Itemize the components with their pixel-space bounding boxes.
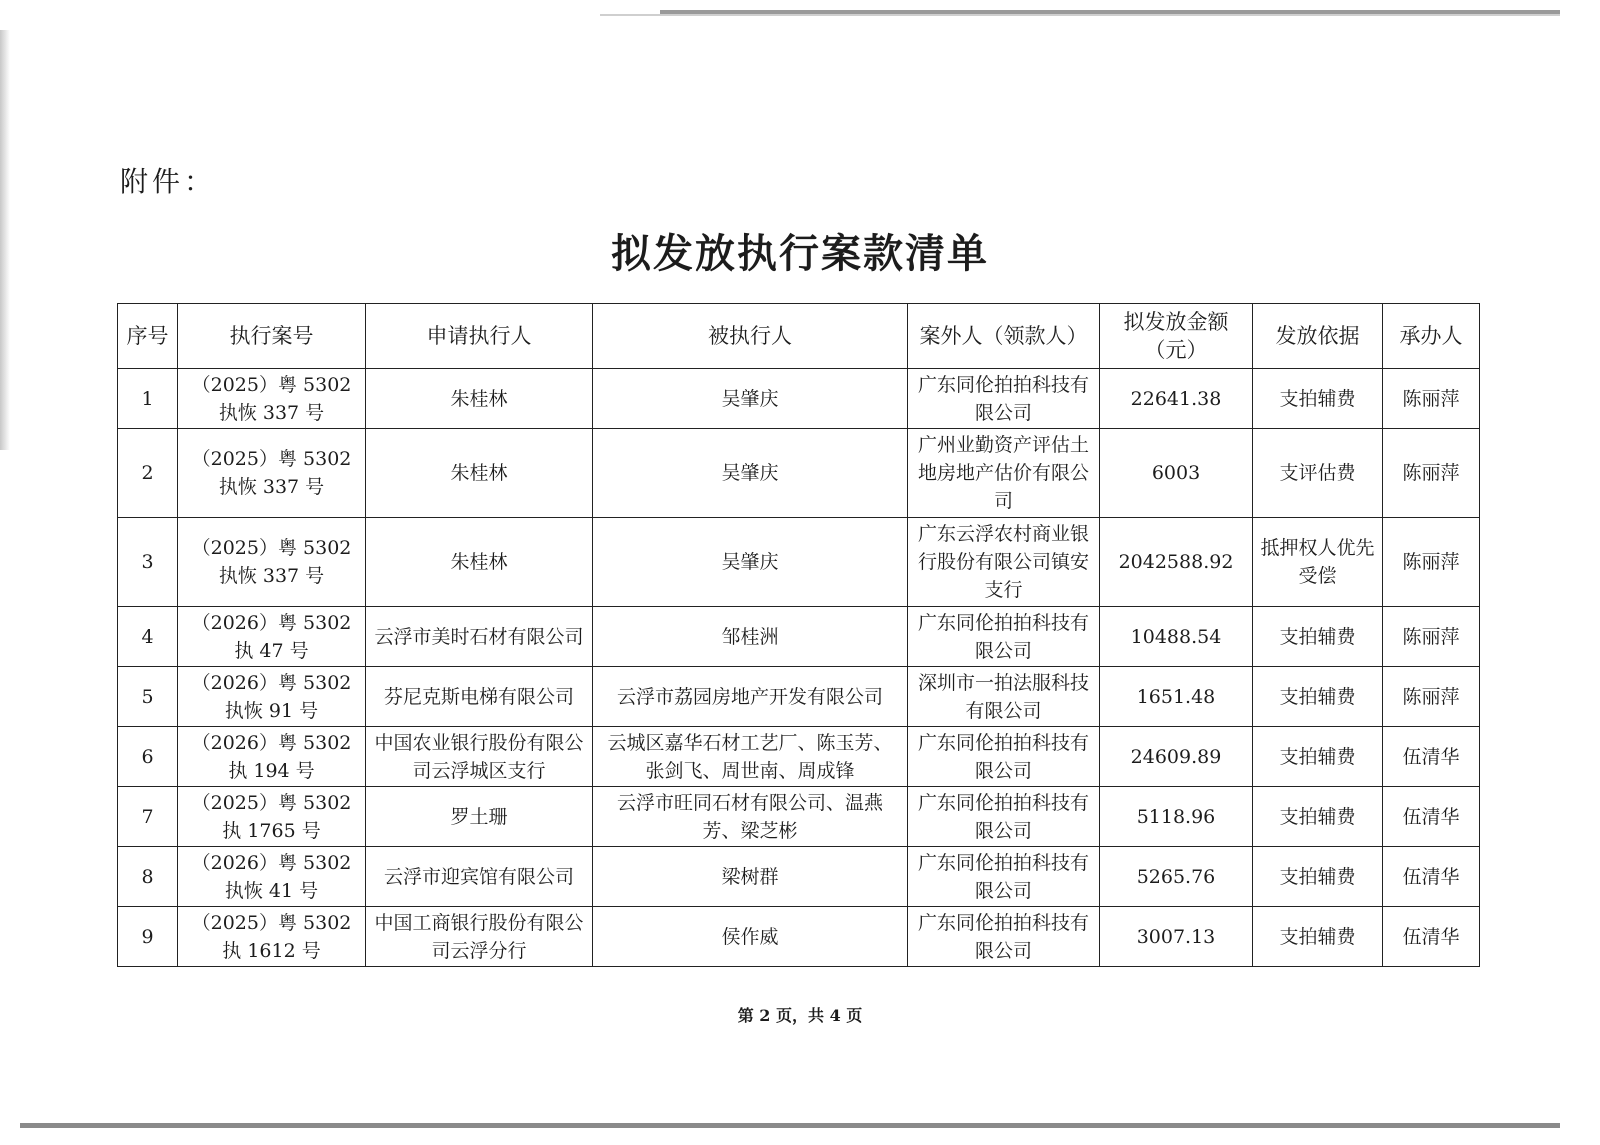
cell-applicant: 朱桂林 <box>366 429 593 518</box>
cell-case-number: （2025）粤 5302 执 1765 号 <box>178 787 366 847</box>
cell-respondent: 吴肇庆 <box>593 369 908 429</box>
cell-respondent: 云城区嘉华石材工艺厂、陈玉芳、张剑飞、周世南、周成锋 <box>593 727 908 787</box>
cell-index: 5 <box>118 667 178 727</box>
table-row <box>118 429 1480 518</box>
cell-applicant: 中国工商银行股份有限公司云浮分行 <box>366 907 593 967</box>
cell-index: 1 <box>118 369 178 429</box>
attachment-label: 附件： <box>120 165 217 198</box>
table-row <box>118 847 1480 907</box>
table-row <box>118 667 1480 727</box>
header-payee: 案外人（领款人） <box>908 304 1100 369</box>
cell-respondent: 吴肇庆 <box>593 429 908 518</box>
scan-artifact-top <box>660 10 1560 14</box>
document-title: 拟发放执行案款清单 <box>611 230 989 277</box>
cell-amount: 2042588.92 <box>1100 518 1253 607</box>
cell-amount: 5118.96 <box>1100 787 1253 847</box>
cell-basis: 支拍辅费 <box>1253 727 1383 787</box>
cell-case-number: （2025）粤 5302 执 1612 号 <box>178 907 366 967</box>
cell-handler: 陈丽萍 <box>1383 667 1480 727</box>
table-row <box>118 727 1480 787</box>
cell-amount: 6003 <box>1100 429 1253 518</box>
cell-applicant: 朱桂林 <box>366 518 593 607</box>
cell-payee: 广东同伦拍拍科技有限公司 <box>908 847 1100 907</box>
cell-amount: 3007.13 <box>1100 907 1253 967</box>
cell-handler: 陈丽萍 <box>1383 518 1480 607</box>
cell-amount: 24609.89 <box>1100 727 1253 787</box>
cell-basis: 支拍辅费 <box>1253 787 1383 847</box>
cell-amount: 22641.38 <box>1100 369 1253 429</box>
cell-amount: 10488.54 <box>1100 607 1253 667</box>
cell-applicant: 罗土珊 <box>366 787 593 847</box>
cell-case-number: （2025）粤 5302 执恢 337 号 <box>178 429 366 518</box>
header-case-number: 执行案号 <box>178 304 366 369</box>
cell-applicant: 朱桂林 <box>366 369 593 429</box>
cell-amount: 5265.76 <box>1100 847 1253 907</box>
table-row <box>118 607 1480 667</box>
cell-index: 4 <box>118 607 178 667</box>
cell-handler: 陈丽萍 <box>1383 369 1480 429</box>
header-handler: 承办人 <box>1383 304 1480 369</box>
cell-index: 8 <box>118 847 178 907</box>
page-footer: 第 2 页，共 4 页 <box>737 1006 863 1025</box>
cell-payee: 广东同伦拍拍科技有限公司 <box>908 607 1100 667</box>
table-header-row <box>118 304 1480 369</box>
cell-handler: 伍清华 <box>1383 847 1480 907</box>
cell-payee: 深圳市一拍法服科技有限公司 <box>908 667 1100 727</box>
cell-applicant: 中国农业银行股份有限公司云浮城区支行 <box>366 727 593 787</box>
cell-payee: 广东同伦拍拍科技有限公司 <box>908 727 1100 787</box>
header-amount: 拟发放金额（元） <box>1100 304 1253 369</box>
cell-case-number: （2025）粤 5302 执恢 337 号 <box>178 369 366 429</box>
cell-handler: 伍清华 <box>1383 907 1480 967</box>
scan-artifact-bottom <box>20 1123 1560 1128</box>
cell-basis: 支拍辅费 <box>1253 847 1383 907</box>
cell-applicant: 芬尼克斯电梯有限公司 <box>366 667 593 727</box>
table-row <box>118 518 1480 607</box>
cell-basis: 支拍辅费 <box>1253 907 1383 967</box>
cell-case-number: （2025）粤 5302 执恢 337 号 <box>178 518 366 607</box>
header-index: 序号 <box>118 304 178 369</box>
cell-handler: 伍清华 <box>1383 787 1480 847</box>
cell-case-number: （2026）粤 5302 执恢 41 号 <box>178 847 366 907</box>
cell-case-number: （2026）粤 5302 执恢 91 号 <box>178 667 366 727</box>
cell-handler: 陈丽萍 <box>1383 429 1480 518</box>
cell-basis: 支拍辅费 <box>1253 607 1383 667</box>
cell-index: 6 <box>118 727 178 787</box>
cell-index: 7 <box>118 787 178 847</box>
table-row <box>118 787 1480 847</box>
cell-applicant: 云浮市迎宾馆有限公司 <box>366 847 593 907</box>
cell-basis: 支拍辅费 <box>1253 369 1383 429</box>
cell-applicant: 云浮市美时石材有限公司 <box>366 607 593 667</box>
cell-basis: 支评估费 <box>1253 429 1383 518</box>
table-row <box>118 369 1480 429</box>
cases-table <box>117 303 1480 967</box>
cell-amount: 1651.48 <box>1100 667 1253 727</box>
cell-handler: 伍清华 <box>1383 727 1480 787</box>
cell-respondent: 云浮市旺同石材有限公司、温燕芳、梁芝彬 <box>593 787 908 847</box>
cell-index: 9 <box>118 907 178 967</box>
table-row <box>118 907 1480 967</box>
cell-case-number: （2026）粤 5302 执 47 号 <box>178 607 366 667</box>
cell-basis: 抵押权人优先受偿 <box>1253 518 1383 607</box>
cell-payee: 广东同伦拍拍科技有限公司 <box>908 369 1100 429</box>
cell-respondent: 云浮市荔园房地产开发有限公司 <box>593 667 908 727</box>
cell-handler: 陈丽萍 <box>1383 607 1480 667</box>
header-applicant: 申请执行人 <box>366 304 593 369</box>
cell-respondent: 梁树群 <box>593 847 908 907</box>
cell-payee: 广东同伦拍拍科技有限公司 <box>908 907 1100 967</box>
cell-payee: 广东云浮农村商业银行股份有限公司镇安支行 <box>908 518 1100 607</box>
cell-index: 2 <box>118 429 178 518</box>
cell-respondent: 侯作威 <box>593 907 908 967</box>
cell-basis: 支拍辅费 <box>1253 667 1383 727</box>
cell-index: 3 <box>118 518 178 607</box>
header-respondent: 被执行人 <box>593 304 908 369</box>
header-basis: 发放依据 <box>1253 304 1383 369</box>
cell-payee: 广州业勤资产评估土地房地产估价有限公司 <box>908 429 1100 518</box>
cell-payee: 广东同伦拍拍科技有限公司 <box>908 787 1100 847</box>
cell-respondent: 邹桂洲 <box>593 607 908 667</box>
scan-artifact-top-faint <box>600 14 1560 16</box>
cell-case-number: （2026）粤 5302 执 194 号 <box>178 727 366 787</box>
cell-respondent: 吴肇庆 <box>593 518 908 607</box>
